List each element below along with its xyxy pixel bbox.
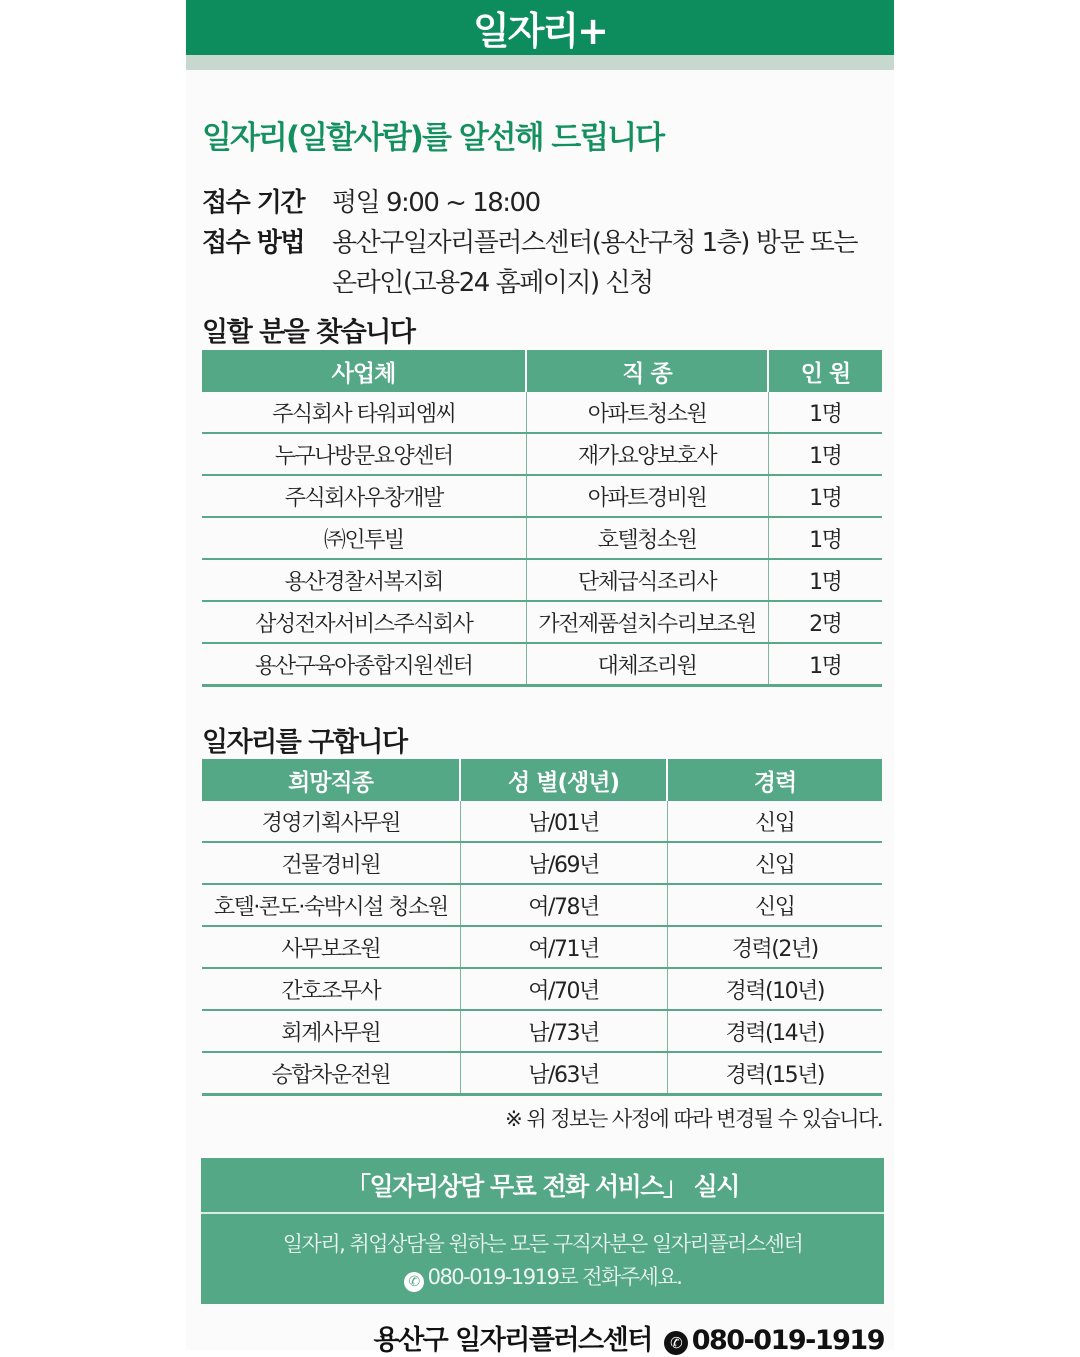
table-row bbox=[202, 601, 882, 643]
phone-service-body bbox=[201, 1214, 884, 1294]
desired-job-cell: 간호조무사 bbox=[202, 968, 460, 1010]
company-cell: ㈜인투빌 bbox=[202, 517, 526, 559]
experience-cell: 신입 bbox=[667, 801, 882, 842]
phone-icon: ✆ bbox=[404, 1272, 424, 1292]
desired-job-cell: 건물경비원 bbox=[202, 842, 460, 884]
desired-job-cell: 호텔·콘도·숙박시설 청소원 bbox=[202, 884, 460, 926]
experience-cell: 신입 bbox=[667, 884, 882, 926]
occupation-cell: 재가요양보호사 bbox=[526, 433, 768, 475]
seekers-header-gender-birth: 성 별(생년) bbox=[460, 759, 667, 801]
reception-method-row bbox=[202, 222, 857, 259]
headcount-cell: 1명 bbox=[768, 517, 882, 559]
reception-period-row bbox=[202, 182, 540, 219]
table-row bbox=[202, 842, 882, 884]
table-row bbox=[202, 968, 882, 1010]
occupation-cell: 아파트청소원 bbox=[526, 392, 768, 433]
banner-title: 일자리+ bbox=[473, 9, 607, 53]
jobs-section-title: 일할 분을 찾습니다 bbox=[202, 317, 415, 348]
table-row bbox=[202, 392, 882, 433]
page-headline: 일자리(일할사람)를 알선해 드립니다 bbox=[202, 120, 664, 156]
table-row bbox=[202, 475, 882, 517]
jobs-header-company: 사업체 bbox=[202, 350, 526, 392]
headcount-cell: 1명 bbox=[768, 475, 882, 517]
gender-birth-cell: 여/78년 bbox=[460, 884, 667, 926]
experience-cell: 경력(14년) bbox=[667, 1010, 882, 1052]
experience-cell: 신입 bbox=[667, 842, 882, 884]
footer-center-name: 용산구 일자리플러스센터 bbox=[373, 1325, 652, 1356]
banner bbox=[186, 0, 894, 55]
desired-job-cell: 승합차운전원 bbox=[202, 1052, 460, 1095]
headcount-cell: 1명 bbox=[768, 559, 882, 601]
gender-birth-cell: 남/01년 bbox=[460, 801, 667, 842]
gender-birth-cell: 여/71년 bbox=[460, 926, 667, 968]
headcount-cell: 1명 bbox=[768, 433, 882, 475]
desired-job-cell: 경영기획사무원 bbox=[202, 801, 460, 842]
company-cell: 주식회사 타워피엠씨 bbox=[202, 392, 526, 433]
headcount-cell: 1명 bbox=[768, 392, 882, 433]
seekers-header-experience: 경력 bbox=[667, 759, 882, 801]
gender-birth-cell: 남/69년 bbox=[460, 842, 667, 884]
table-row bbox=[202, 559, 882, 601]
reception-period-value: 평일 9:00 ~ 18:00 bbox=[332, 188, 540, 218]
occupation-cell: 아파트경비원 bbox=[526, 475, 768, 517]
phone-service-box bbox=[201, 1158, 884, 1304]
occupation-cell: 호텔청소원 bbox=[526, 517, 768, 559]
company-cell: 용산경찰서복지회 bbox=[202, 559, 526, 601]
phone-service-line2: 080-019-1919로 전화주세요. bbox=[427, 1265, 682, 1289]
company-cell: 주식회사우창개발 bbox=[202, 475, 526, 517]
reception-method-value-line2: 온라인(고용24 홈페이지) 신청 bbox=[332, 268, 653, 298]
reception-method-value-line1: 용산구일자리플러스센터(용산구청 1층) 방문 또는 bbox=[332, 228, 857, 258]
phone-service-title: 「일자리상담 무료 전화 서비스」 실시 bbox=[201, 1158, 884, 1214]
reception-method-label: 접수 방법 bbox=[202, 228, 305, 258]
table-row bbox=[202, 433, 882, 475]
phone-icon: ✆ bbox=[664, 1331, 688, 1355]
table-row bbox=[202, 1052, 882, 1095]
banner-divider bbox=[186, 55, 894, 70]
seekers-table bbox=[202, 759, 882, 1096]
seekers-header-desired-job: 희망직종 bbox=[202, 759, 460, 801]
gender-birth-cell: 남/63년 bbox=[460, 1052, 667, 1095]
occupation-cell: 대체조리원 bbox=[526, 643, 768, 686]
disclaimer-note: ※ 위 정보는 사정에 따라 변경될 수 있습니다. bbox=[505, 1107, 882, 1131]
footer-contact bbox=[374, 1318, 885, 1357]
gender-birth-cell: 여/70년 bbox=[460, 968, 667, 1010]
job-board-page bbox=[186, 0, 894, 1356]
headcount-cell: 2명 bbox=[768, 601, 882, 643]
table-row bbox=[202, 926, 882, 968]
table-row bbox=[202, 801, 882, 842]
footer-phone-number[interactable]: 080-019-1919 bbox=[691, 1325, 884, 1356]
occupation-cell: 가전제품설치수리보조원 bbox=[526, 601, 768, 643]
table-row bbox=[202, 884, 882, 926]
jobs-header-headcount: 인 원 bbox=[768, 350, 882, 392]
headcount-cell: 1명 bbox=[768, 643, 882, 686]
company-cell: 누구나방문요양센터 bbox=[202, 433, 526, 475]
experience-cell: 경력(15년) bbox=[667, 1052, 882, 1095]
table-row bbox=[202, 643, 882, 686]
seekers-table-header bbox=[202, 759, 882, 801]
table-row bbox=[202, 1010, 882, 1052]
jobs-table bbox=[202, 350, 882, 687]
table-row bbox=[202, 517, 882, 559]
company-cell: 용산구육아종합지원센터 bbox=[202, 643, 526, 686]
jobs-header-occupation: 직 종 bbox=[526, 350, 768, 392]
experience-cell: 경력(2년) bbox=[667, 926, 882, 968]
gender-birth-cell: 남/73년 bbox=[460, 1010, 667, 1052]
phone-service-line1: 일자리, 취업상담을 원하는 모든 구직자분은 일자리플러스센터 bbox=[282, 1232, 803, 1256]
experience-cell: 경력(10년) bbox=[667, 968, 882, 1010]
desired-job-cell: 회계사무원 bbox=[202, 1010, 460, 1052]
seekers-section-title: 일자리를 구합니다 bbox=[202, 727, 407, 758]
jobs-table-header bbox=[202, 350, 882, 392]
company-cell: 삼성전자서비스주식회사 bbox=[202, 601, 526, 643]
occupation-cell: 단체급식조리사 bbox=[526, 559, 768, 601]
desired-job-cell: 사무보조원 bbox=[202, 926, 460, 968]
reception-period-label: 접수 기간 bbox=[202, 188, 305, 218]
phone-service-line2-wrap bbox=[201, 1261, 884, 1294]
